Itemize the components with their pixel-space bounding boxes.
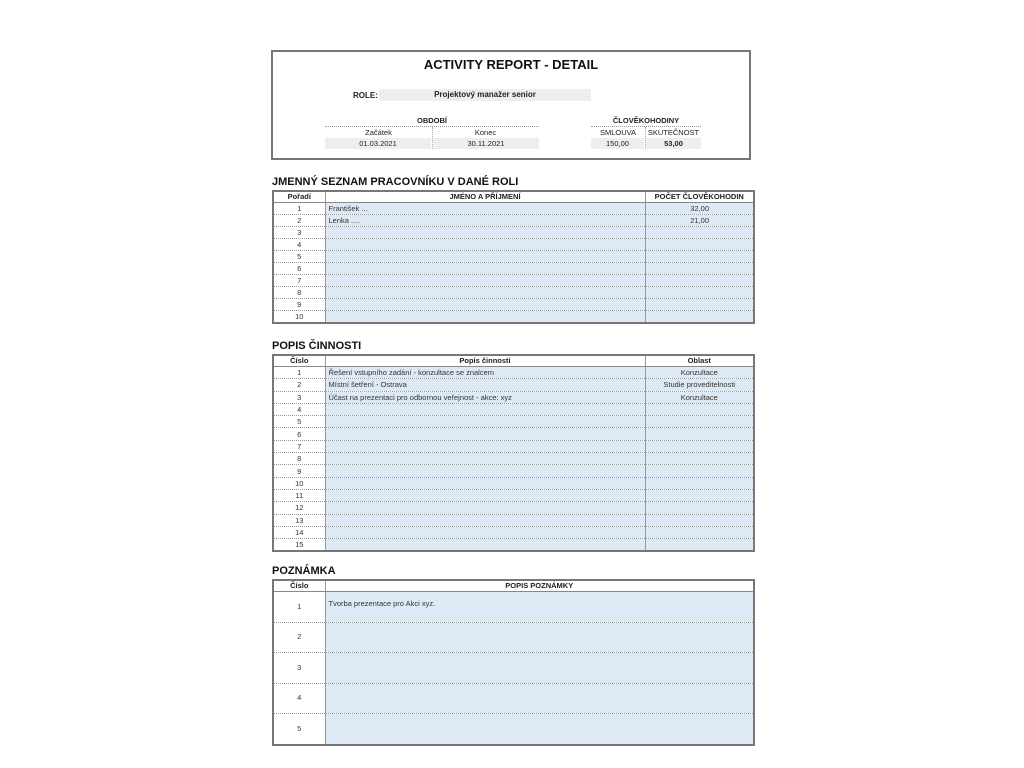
activity-description-field[interactable]	[325, 440, 645, 452]
activity-number: 11	[273, 489, 325, 501]
workers-header-row	[273, 191, 754, 203]
activity-row	[273, 526, 754, 538]
activity-number: 6	[273, 428, 325, 440]
start-label: Začátek	[365, 128, 392, 137]
worker-order: 9	[273, 299, 325, 311]
worker-row	[273, 263, 754, 275]
note-number: 1	[273, 592, 325, 623]
activity-row	[273, 539, 754, 552]
worker-order: 2	[273, 215, 325, 227]
worker-name-field[interactable]	[325, 239, 645, 251]
activity-description-field[interactable]	[325, 428, 645, 440]
note-row	[273, 714, 754, 745]
start-date-field[interactable]: 01.03.2021	[325, 138, 431, 149]
worker-row	[273, 203, 754, 215]
worker-name-field[interactable]	[325, 251, 645, 263]
worker-name-field[interactable]: Lenka ....	[325, 215, 645, 227]
worker-order: 6	[273, 263, 325, 275]
worker-row	[273, 227, 754, 239]
activity-area-field[interactable]	[645, 526, 754, 538]
report-title: ACTIVITY REPORT - DETAIL	[423, 57, 599, 72]
activity-description-field[interactable]	[325, 502, 645, 514]
notes-table	[272, 579, 755, 746]
note-description-field[interactable]	[325, 683, 754, 714]
notes-section-title: POZNÁMKA	[272, 565, 336, 577]
worker-row	[273, 275, 754, 287]
activity-number: 15	[273, 539, 325, 552]
worker-row	[273, 239, 754, 251]
period-label: OBDOBÍ	[325, 116, 539, 127]
note-number: 3	[273, 653, 325, 684]
activity-number: 8	[273, 453, 325, 465]
note-row	[273, 592, 754, 623]
note-description-field[interactable]	[325, 653, 754, 684]
activity-area-field[interactable]	[645, 428, 754, 440]
note-description-field[interactable]	[325, 714, 754, 745]
worker-hours-field[interactable]	[645, 311, 754, 324]
activities-header-row	[273, 355, 754, 367]
activities-table	[272, 354, 755, 552]
end-date-field[interactable]: 30.11.2021	[433, 138, 539, 149]
activity-description-field[interactable]	[325, 453, 645, 465]
activity-number: 13	[273, 514, 325, 526]
activity-row	[273, 379, 754, 391]
activity-description-field[interactable]: Místní šetření - Ostrava	[325, 379, 645, 391]
worker-name-field[interactable]	[325, 275, 645, 287]
worker-name-field[interactable]	[325, 227, 645, 239]
activity-row	[273, 489, 754, 501]
worker-row	[273, 215, 754, 227]
activity-row	[273, 403, 754, 415]
activity-number: 9	[273, 465, 325, 477]
col-area-header: Oblast	[645, 355, 754, 367]
activity-description-field[interactable]	[325, 465, 645, 477]
activity-area-field[interactable]	[645, 502, 754, 514]
activity-number: 3	[273, 391, 325, 403]
report-header	[271, 50, 751, 160]
activity-row	[273, 514, 754, 526]
activity-description-field[interactable]: Řešení vstupního zadání - konzultace se znalcem	[325, 367, 645, 379]
worker-hours-field[interactable]	[645, 251, 754, 263]
note-number: 5	[273, 714, 325, 745]
actual-label: SKUTEČNOST	[647, 128, 700, 137]
note-number: 2	[273, 622, 325, 653]
col-hours-header: POČET ČLOVĚKOHODIN	[645, 191, 754, 203]
note-row	[273, 622, 754, 653]
col-number-header: Číslo	[273, 355, 325, 367]
workers-section-title: JMENNÝ SEZNAM PRACOVNÍKU V DANÉ ROLI	[272, 176, 519, 188]
activity-row	[273, 416, 754, 428]
hours-divider	[645, 127, 646, 149]
activity-row	[273, 453, 754, 465]
role-value-field[interactable]: Projektový manažer senior	[379, 89, 591, 101]
activity-area-field[interactable]	[645, 489, 754, 501]
col-order-header: Pořadí	[273, 191, 325, 203]
activity-area-field[interactable]	[645, 465, 754, 477]
worker-row	[273, 251, 754, 263]
activity-number: 12	[273, 502, 325, 514]
activity-description-field[interactable]	[325, 403, 645, 415]
activity-number: 1	[273, 367, 325, 379]
worker-name-field[interactable]	[325, 263, 645, 275]
col-description-header: Popis činnosti	[325, 355, 645, 367]
activity-row	[273, 465, 754, 477]
worker-hours-field[interactable]	[645, 287, 754, 299]
activity-row	[273, 502, 754, 514]
activity-area-field[interactable]: Konzultace	[645, 391, 754, 403]
col-name-header: JMÉNO A PŘÍJMENÍ	[325, 191, 645, 203]
col-note-number-header: Číslo	[273, 580, 325, 592]
worker-order: 8	[273, 287, 325, 299]
activity-description-field[interactable]	[325, 539, 645, 552]
activity-number: 4	[273, 403, 325, 415]
worker-hours-field[interactable]	[645, 227, 754, 239]
activity-area-field[interactable]	[645, 477, 754, 489]
workers-table	[272, 190, 755, 324]
activity-row	[273, 477, 754, 489]
activity-area-field[interactable]	[645, 403, 754, 415]
note-description-field[interactable]: Tvorba prezentace pro Akci xyz.	[325, 592, 754, 623]
worker-order: 3	[273, 227, 325, 239]
worker-hours-field[interactable]: 21,00	[645, 215, 754, 227]
worker-order: 4	[273, 239, 325, 251]
note-description-field[interactable]	[325, 622, 754, 653]
person-hours-label: ČLOVĚKOHODINY	[591, 116, 701, 127]
contract-hours-field[interactable]: 150,00	[591, 138, 644, 149]
notes-header-row	[273, 580, 754, 592]
note-row	[273, 653, 754, 684]
worker-hours-field[interactable]	[645, 275, 754, 287]
worker-hours-field[interactable]	[645, 263, 754, 275]
worker-order: 5	[273, 251, 325, 263]
role-label: ROLE:	[353, 91, 378, 100]
activity-area-field[interactable]	[645, 416, 754, 428]
worker-order: 1	[273, 203, 325, 215]
activity-row	[273, 391, 754, 403]
note-number: 4	[273, 683, 325, 714]
actual-hours-value: 53,00	[646, 138, 701, 149]
activity-description-field[interactable]: Účast na prezentaci pro odbornou veřejnost - akce: xyz	[325, 391, 645, 403]
worker-hours-field[interactable]: 32,00	[645, 203, 754, 215]
worker-order: 7	[273, 275, 325, 287]
activity-number: 7	[273, 440, 325, 452]
activity-description-field[interactable]	[325, 489, 645, 501]
end-label: Konec	[474, 128, 497, 137]
activity-area-field[interactable]	[645, 440, 754, 452]
worker-name-field[interactable]	[325, 299, 645, 311]
activity-row	[273, 428, 754, 440]
activity-description-field[interactable]	[325, 526, 645, 538]
worker-order: 10	[273, 311, 325, 324]
activity-description-field[interactable]	[325, 416, 645, 428]
activity-description-field[interactable]	[325, 477, 645, 489]
worker-hours-field[interactable]	[645, 239, 754, 251]
worker-hours-field[interactable]	[645, 299, 754, 311]
activity-area-field[interactable]	[645, 539, 754, 552]
worker-row	[273, 287, 754, 299]
worker-name-field[interactable]	[325, 287, 645, 299]
activity-row	[273, 440, 754, 452]
worker-row	[273, 299, 754, 311]
activity-area-field[interactable]	[645, 514, 754, 526]
period-divider	[432, 127, 433, 149]
activity-description-field[interactable]	[325, 514, 645, 526]
activity-area-field[interactable]: Studie proveditelnosti	[645, 379, 754, 391]
activity-number: 14	[273, 526, 325, 538]
contract-label: SMLOUVA	[599, 128, 637, 137]
activity-area-field[interactable]	[645, 453, 754, 465]
activity-number: 2	[273, 379, 325, 391]
activity-row	[273, 367, 754, 379]
note-row	[273, 683, 754, 714]
activity-number: 10	[273, 477, 325, 489]
worker-row	[273, 311, 754, 324]
worker-name-field[interactable]	[325, 311, 645, 324]
activity-area-field[interactable]: Konzultace	[645, 367, 754, 379]
activity-number: 5	[273, 416, 325, 428]
col-note-description-header: POPIS POZNÁMKY	[325, 580, 754, 592]
worker-name-field[interactable]: František ...	[325, 203, 645, 215]
activities-section-title: POPIS ČINNOSTI	[272, 340, 362, 352]
